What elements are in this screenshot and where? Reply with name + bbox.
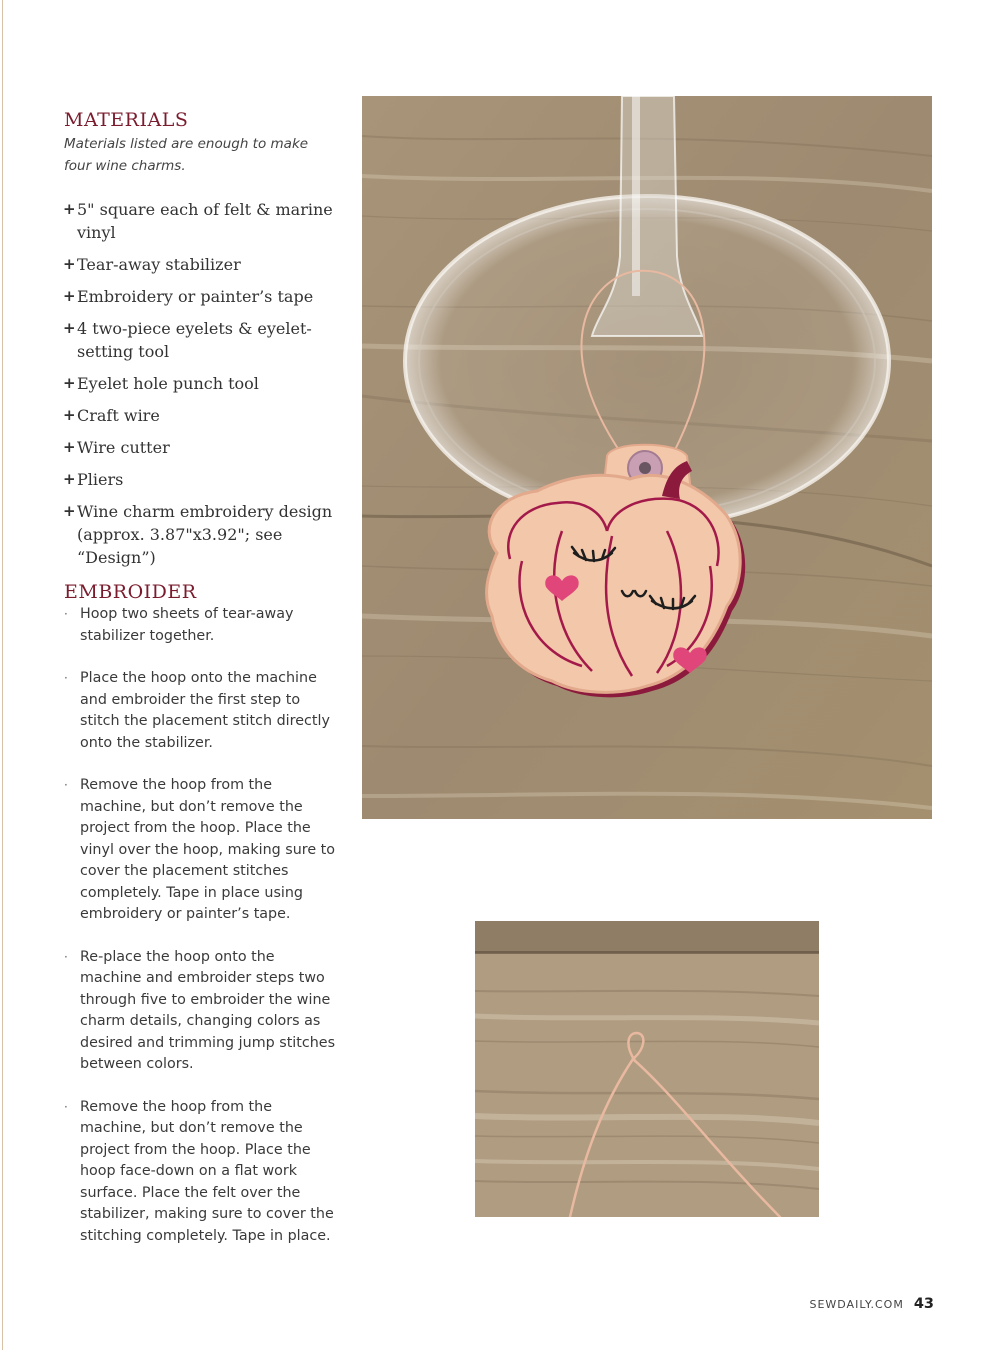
footer-site-name: SEWDAILY.COM [809,1298,904,1311]
materials-item [63,404,338,427]
materials-item-text: Eyelet hole punch tool [77,374,259,393]
materials-item [63,198,338,244]
materials-item [63,285,338,308]
embroider-heading: EMBROIDER [64,581,197,603]
dot-bullet-icon: · [64,607,68,621]
embroider-step-text: Re-place the hoop onto the machine and embroider steps two through five to embroider the wine charm details, changing colors as desired and trimming jump stitches between colors. [80,948,336,1072]
materials-item [63,253,338,276]
embroider-step-text: Place the hoop onto the machine and embroider the first step to stitch the placement stitch directly onto the stabilizer. [80,670,330,751]
page-edge-line [2,0,3,1350]
embroider-step [64,668,339,754]
plus-bullet-icon: + [63,470,76,488]
materials-item [63,317,338,363]
materials-intro: Materials listed are enough to make four wine charms. [64,136,309,174]
materials-item-text: Craft wire [77,406,160,425]
materials-item-text: 4 two-piece eyelets & eyelet-setting tool [77,319,312,361]
page-number: 43 [913,1296,934,1312]
embroider-step-text: Remove the hoop from the machine, but don’t remove the project from the hoop. Place the hoop face-down on a flat work surface. Place the felt over the stabilizer, making sure to cover the stitching completely. Tape in place. [80,1098,334,1244]
plus-bullet-icon: + [63,200,76,218]
materials-item-text: Pliers [77,470,124,489]
embroider-step [64,775,339,926]
embroider-step-text: Hoop two sheets of tear-away stabilizer together. [80,606,294,644]
materials-item-text: 5" square each of felt & marine vinyl [77,200,333,242]
dot-bullet-icon: · [64,949,68,964]
embroider-step [64,1097,339,1248]
plus-bullet-icon: + [63,374,76,392]
materials-item [63,436,338,459]
materials-item [63,372,338,395]
materials-item [63,468,338,491]
plus-bullet-icon: + [63,287,76,305]
embroider-steps-list [64,604,339,1268]
materials-heading: MATERIALS [64,109,189,131]
plus-bullet-icon: + [63,438,76,456]
materials-item [63,500,338,569]
materials-item-text: Wine charm embroidery design (approx. 3.87"x3.92"; see “Design”) [77,502,333,567]
embroider-step [64,947,339,1076]
wine-charm-photo [362,96,932,819]
craft-wire-photo [475,921,819,1217]
dot-bullet-icon: · [64,671,68,685]
plus-bullet-icon: + [63,255,76,273]
plus-bullet-icon: + [63,319,76,337]
embroider-step [64,604,339,647]
materials-item-text: Tear-away stabilizer [77,255,241,274]
page-footer [809,1293,934,1312]
materials-list [63,198,338,578]
plus-bullet-icon: + [63,406,76,424]
materials-item-text: Embroidery or painter’s tape [77,287,314,306]
dot-bullet-icon: · [64,1099,68,1114]
materials-item-text: Wire cutter [77,438,170,457]
dot-bullet-icon: · [64,778,68,792]
plus-bullet-icon: + [63,502,76,520]
embroider-step-text: Remove the hoop from the machine, but don’t remove the project from the hoop. Place the vinyl over the hoop, making sure to cover the placement stitches completely. Tape in place using embroidery or painter’s tape. [80,777,336,922]
